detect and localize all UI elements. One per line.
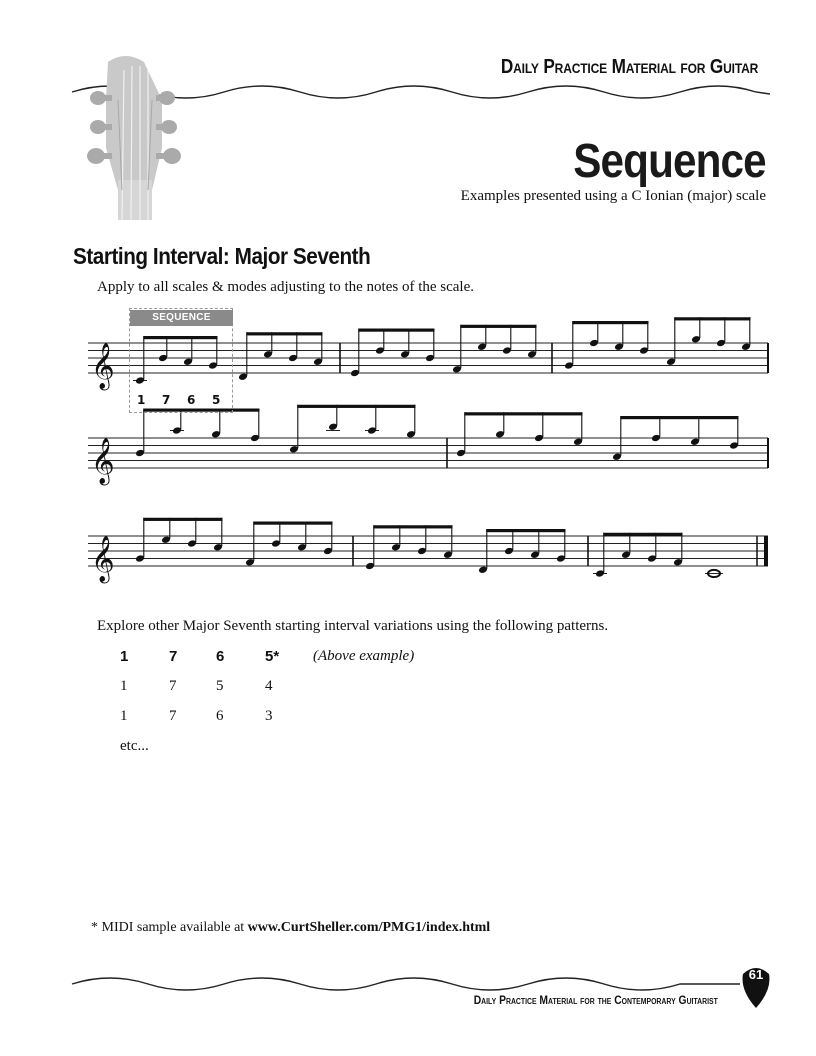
pattern-number: 7 <box>169 678 177 694</box>
footer-title: Daily Practice Material for the Contemporary Guitarist <box>473 993 718 1007</box>
pattern-number: 1 <box>120 708 128 724</box>
sequence-number: 1 <box>137 393 146 407</box>
sequence-number: 5 <box>212 393 221 407</box>
final-bar-line <box>764 536 768 566</box>
treble-clef-icon: 𝄞 <box>91 343 115 389</box>
sequence-label: SEQUENCE <box>130 310 233 326</box>
page-number: 61 <box>748 967 764 982</box>
pattern-number: 6 <box>216 708 224 724</box>
note-beam <box>460 325 536 328</box>
pattern-number: 7 <box>169 648 178 665</box>
sequence-number: 7 <box>162 393 171 407</box>
page-subtitle: Examples presented using a C Ionian (major) scale <box>460 188 766 204</box>
note-beam <box>246 332 322 335</box>
note-beam <box>253 522 332 525</box>
pattern-number: 5 <box>216 678 224 694</box>
pattern-number: 6 <box>216 648 225 665</box>
pattern-number: 1 <box>120 678 128 694</box>
note-beam <box>486 529 565 532</box>
header-title: Daily Practice Material for Guitar <box>500 56 758 78</box>
explore-text: Explore other Major Seventh starting interval variations using the following patterns. <box>97 618 609 634</box>
section-heading: Starting Interval: Major Seventh <box>73 243 371 269</box>
note-beam <box>572 321 648 324</box>
note-beam <box>603 533 682 536</box>
pattern-number: 1 <box>120 648 129 665</box>
page-title: Sequence <box>573 135 766 188</box>
note-beam <box>358 329 434 332</box>
section-instruction: Apply to all scales & modes adjusting to the notes of the scale. <box>97 279 475 295</box>
note-beam <box>674 317 750 320</box>
midi-url-link[interactable]: www.CurtSheller.com/PMG1/index.html <box>247 920 491 935</box>
treble-clef-icon: 𝄞 <box>91 536 115 582</box>
note-beam <box>620 416 738 419</box>
pattern-number: 5* <box>265 648 280 665</box>
treble-clef-icon: 𝄞 <box>91 438 115 484</box>
midi-prefix: * MIDI sample available at <box>91 920 248 935</box>
midi-note <box>91 920 490 936</box>
pattern-note: (Above example) <box>313 648 415 664</box>
pattern-number: 3 <box>265 708 273 724</box>
note-beam <box>373 525 452 528</box>
note-beam <box>297 405 415 408</box>
pattern-number: 4 <box>265 678 273 694</box>
pattern-number: 7 <box>169 708 177 724</box>
note-beam <box>464 412 582 415</box>
note-beam <box>143 518 222 521</box>
etc-text: etc... <box>120 738 149 754</box>
sequence-number: 6 <box>187 393 196 407</box>
